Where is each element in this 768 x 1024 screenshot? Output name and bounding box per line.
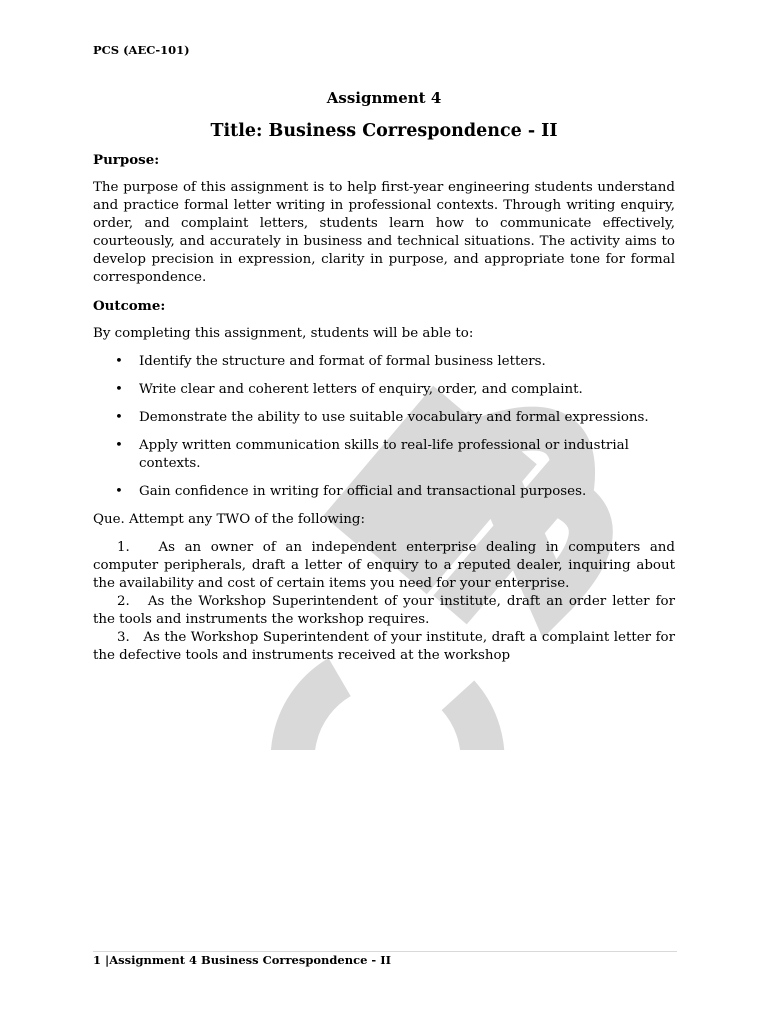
question-text: As the Workshop Superintendent of your institute, draft a complaint letter for the defective tools and instruments received at the workshop	[93, 630, 675, 663]
outcome-heading: Outcome:	[93, 298, 166, 314]
question-text: As an owner of an independent enterprise dealing in computers and computer peripherals, draft a letter of enquiry to a reputed dealer, inquiring about the availability and cost of certain items you need for your enterprise.	[93, 540, 675, 591]
outcome-intro: By completing this assignment, students will be able to:	[93, 326, 474, 341]
list-item	[93, 381, 675, 399]
purpose-text: The purpose of this assignment is to help first-year engineering students understand and practice formal letter writing in professional contexts. Through writing enquiry, order, and complaint letters, students learn how to communicate effectively, courteously, and accurately in business and technical situations. The activity aims to develop precision in expression, clarity in purpose, and appropriate tone for formal correspondence.	[93, 180, 675, 285]
outcome-item-text: Apply written communication skills to real-life professional or industrial contexts.	[139, 438, 629, 471]
list-item	[93, 409, 675, 427]
question-item	[93, 629, 675, 665]
footer-separator: |	[105, 953, 110, 967]
footer-text: Assignment 4 Business Correspondence - II	[109, 953, 391, 967]
outcome-item-text: Write clear and coherent letters of enquiry, order, and complaint.	[139, 382, 583, 397]
list-item	[93, 437, 675, 473]
page-footer	[93, 953, 391, 967]
purpose-heading: Purpose:	[93, 152, 160, 168]
bullet-icon: •	[115, 410, 123, 425]
outcome-item-text: Identify the structure and format of formal business letters.	[139, 354, 546, 369]
bullet-icon: •	[115, 438, 123, 453]
outcome-item-text: Gain confidence in writing for official and transactional purposes.	[139, 484, 587, 499]
question-number: 3.	[117, 630, 130, 645]
footer-divider	[93, 951, 677, 952]
question-text: As the Workshop Superintendent of your institute, draft an order letter for the tools and instruments the workshop requires.	[93, 594, 675, 627]
course-code-header: PCS (AEC-101)	[93, 43, 190, 57]
bullet-icon: •	[115, 382, 123, 397]
list-item	[93, 483, 675, 501]
list-item	[93, 353, 675, 371]
page-title: Title: Business Correspondence - II	[210, 121, 558, 141]
bullet-icon: •	[115, 354, 123, 369]
assignment-number: Assignment 4	[326, 89, 442, 107]
page-number: 1	[93, 953, 102, 967]
question-number: 1.	[117, 540, 130, 555]
outcome-item-text: Demonstrate the ability to use suitable vocabulary and formal expressions.	[139, 410, 649, 425]
question-instruction: Que. Attempt any TWO of the following:	[93, 512, 365, 527]
main-content	[93, 88, 675, 665]
bullet-icon: •	[115, 484, 123, 499]
question-number: 2.	[117, 594, 130, 609]
outcome-list	[93, 353, 675, 501]
question-item	[93, 539, 675, 593]
question-item	[93, 593, 675, 629]
